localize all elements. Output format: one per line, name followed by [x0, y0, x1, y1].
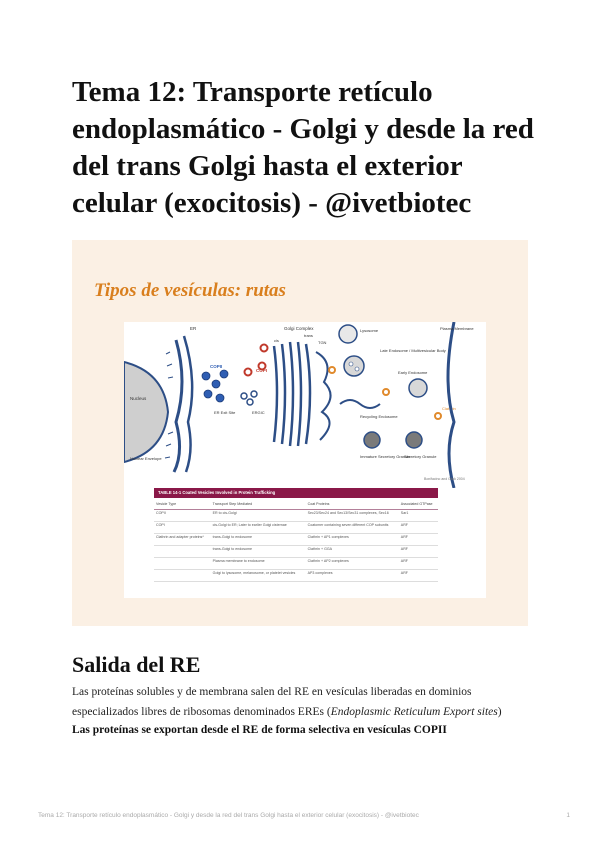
- coated-vesicles-table: [154, 488, 438, 582]
- table-cell: Clathrin + AP2 complexes: [306, 558, 399, 570]
- paragraph-closing: ): [497, 706, 502, 718]
- table-cell: [154, 546, 211, 558]
- table-cell: [154, 570, 211, 582]
- paragraph-italic-term: Endoplasmic Reticulum Export sites: [330, 706, 498, 718]
- paragraph-text: Las proteínas solubles y de membrana salen del RE en vesículas liberadas en dominios especializados libres de ribosomas denominados EREs (: [72, 686, 472, 718]
- table-cell: Clathrin + GGA: [306, 546, 399, 558]
- clathrin-label: Clathrin: [442, 406, 456, 411]
- immature-granule-label: Immature Secretory Granule: [360, 454, 411, 459]
- trans-label: trans: [304, 333, 313, 338]
- table-cell: COPII: [154, 510, 211, 522]
- late-endosome-label: Late Endosome / Multivesicular Body: [380, 348, 446, 353]
- page-footer: [38, 812, 578, 819]
- vesicle-table: [154, 498, 438, 582]
- table-cell: AP3 complexes: [306, 570, 399, 582]
- table-row: [154, 558, 438, 570]
- callout-heading: Tipos de vesículas: rutas: [94, 280, 286, 301]
- copi-label: COPI: [256, 368, 268, 373]
- table-cell: trans-Golgi to endosome: [211, 546, 306, 558]
- table-row: [154, 546, 438, 558]
- table-cell: Plasma membrane to endosome: [211, 558, 306, 570]
- table-cell: Coatomer containing seven different COP subunits: [306, 522, 399, 534]
- er-exit-label: ER Exit Site: [214, 410, 236, 415]
- tgn-label: TGN: [318, 340, 327, 345]
- table-cell: Golgi to lysosome, melanosome, or platelet vesicles: [211, 570, 306, 582]
- nucleus-label: Nucleus: [130, 396, 147, 401]
- table-cell: ARF: [399, 558, 438, 570]
- callout-box: [72, 240, 528, 626]
- table-cell: Sar1: [399, 510, 438, 522]
- document-title: Tema 12: Transporte retículo endoplasmático - Golgi y desde la red del trans Golgi hasta el exterior celular (exocitosis) - @ivetbiotec: [72, 76, 534, 219]
- table-cell: Clathrin and adapter proteins*: [154, 534, 211, 546]
- table-cell: ARF: [399, 546, 438, 558]
- table-cell: COPI: [154, 522, 211, 534]
- table-row: [154, 522, 438, 534]
- table-cell: Clathrin + AP1 complexes: [306, 534, 399, 546]
- table-cell: trans-Golgi to endosome: [211, 534, 306, 546]
- key-statement: Las proteínas se exportan desde el RE de forma selectiva en vesículas COPII: [72, 724, 447, 736]
- copii-label: COPII: [210, 364, 223, 369]
- table-row: [154, 534, 438, 546]
- early-endosome-label: Early Endosome: [398, 370, 428, 375]
- figure-credit: Bonifacino and Glick 2004: [424, 477, 465, 481]
- recycling-endosome-label: Recycling Endosome: [360, 414, 398, 419]
- table-cell: ER to cis-Golgi: [211, 510, 306, 522]
- secretory-granule-label: Secretory Granule: [404, 454, 437, 459]
- table-cell: ARF: [399, 522, 438, 534]
- table-row: [154, 510, 438, 522]
- er-label: ER: [190, 326, 197, 331]
- plasma-membrane-label: Plasma Membrane: [440, 326, 474, 331]
- section-heading: Salida del RE: [72, 652, 201, 677]
- footer-text: Tema 12: Transporte retículo endoplasmático - Golgi y desde la red del trans Golgi hasta el exterior celular (exocitosis) - @ivetbiotec: [38, 812, 419, 819]
- vesicle-routes-figure: [124, 322, 486, 598]
- column-header: Coat Proteins: [306, 498, 399, 510]
- section-paragraph: [72, 682, 532, 722]
- table-cell: [154, 558, 211, 570]
- table-caption: TABLE 14-1 Coated Vesicles Involved in Protein Trafficking: [154, 488, 438, 498]
- table-header-row: [154, 498, 438, 510]
- page-number: 1: [566, 812, 570, 819]
- table-cell: ARF: [399, 570, 438, 582]
- vesicle-pathway-diagram: [124, 322, 486, 488]
- nuclear-envelope-label: Nuclear Envelope: [130, 456, 162, 461]
- ergic-label: ERGIC: [252, 410, 265, 415]
- cis-label: cis: [274, 338, 279, 343]
- table-row: [154, 570, 438, 582]
- table-cell: ARF: [399, 534, 438, 546]
- lysosome-label: Lysosome: [360, 328, 379, 333]
- table-cell: cis-Golgi to ER; Later to earlier Golgi cisternae: [211, 522, 306, 534]
- column-header: Associated GTPase: [399, 498, 438, 510]
- golgi-label: Golgi Complex: [284, 326, 314, 331]
- table-cell: Sec23/Sec24 and Sec13/Sec31 complexes, Sec16: [306, 510, 399, 522]
- column-header: Transport Step Mediated: [211, 498, 306, 510]
- column-header: Vesicle Type: [154, 498, 211, 510]
